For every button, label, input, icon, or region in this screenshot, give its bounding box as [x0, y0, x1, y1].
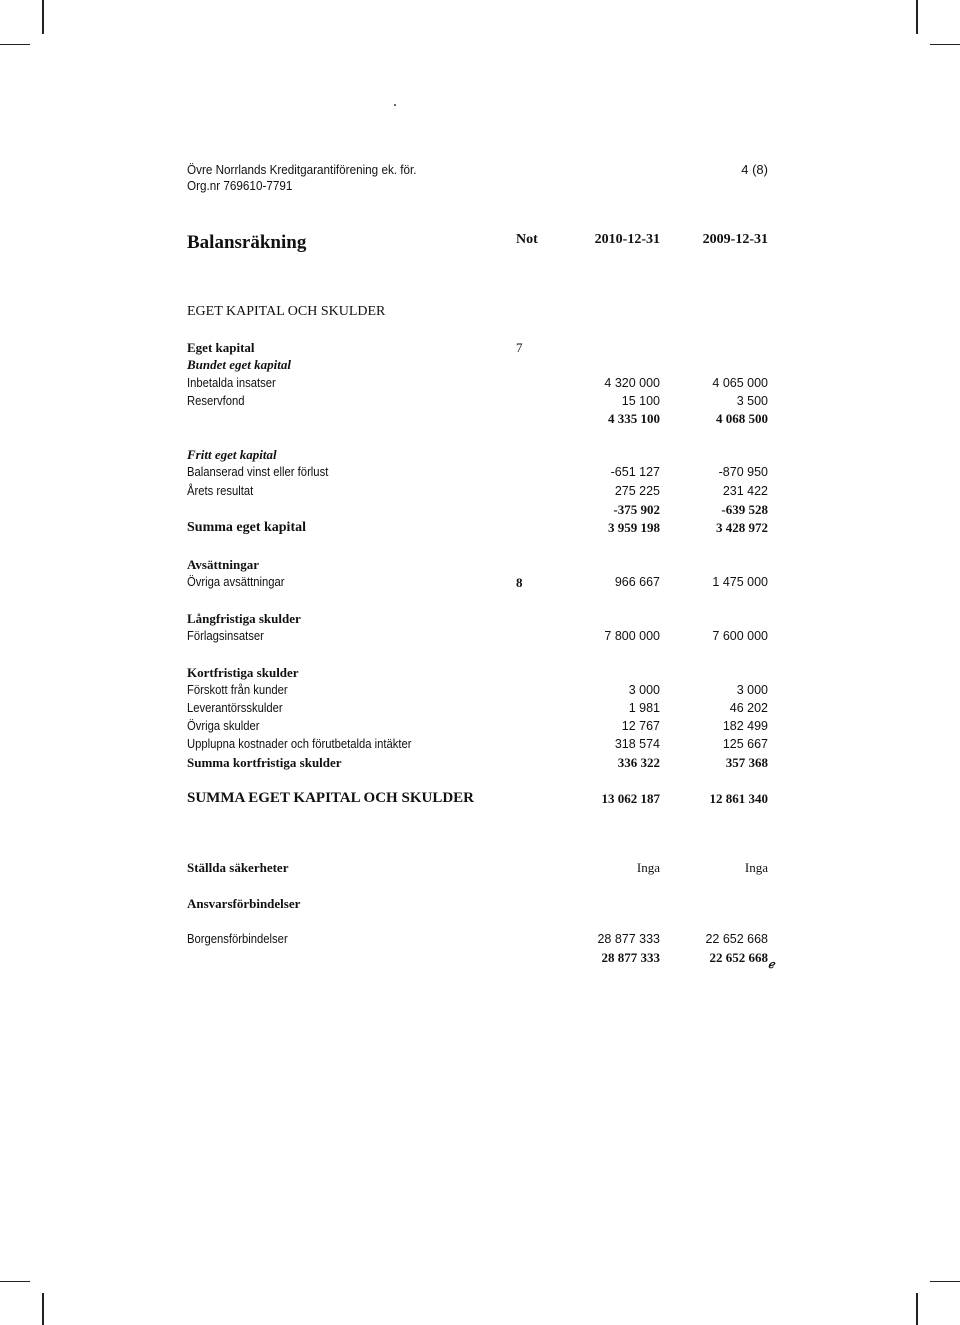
- ansvar-sum-2009: 22 652 668: [709, 950, 768, 965]
- section-title: EGET KAPITAL OCH SKULDER: [187, 304, 386, 319]
- value-2010: 15 100: [621, 394, 660, 408]
- handwritten-mark: ℯ: [768, 959, 775, 971]
- page-number: 4 (8): [741, 162, 768, 177]
- eget-kapital-heading: Eget kapital: [187, 340, 255, 355]
- bundet-sum-2010: 4 335 100: [608, 411, 660, 426]
- row-label-inbetalda: Inbetalda insatser: [187, 376, 276, 390]
- row-label-forlagsinsatser: Förlagsinsatser: [187, 629, 264, 643]
- column-header-not: Not: [516, 232, 538, 247]
- value-2009: 3 500: [736, 394, 768, 408]
- value-2010: 4 320 000: [604, 376, 660, 390]
- summa-eget-kapital-label: Summa eget kapital: [187, 520, 306, 535]
- crop-mark: [930, 1281, 960, 1282]
- langfristiga-heading: Långfristiga skulder: [187, 611, 301, 626]
- value-2009: 1 475 000: [712, 575, 768, 589]
- value-2009: 231 422: [722, 484, 768, 498]
- row-label-arets-resultat: Årets resultat: [187, 484, 254, 498]
- column-header-2010: 2010-12-31: [594, 232, 660, 247]
- crop-mark: [0, 44, 30, 45]
- note-8: 8: [516, 575, 523, 590]
- value-2009: 46 202: [729, 701, 768, 715]
- value-2010: 28 877 333: [597, 932, 660, 946]
- value-2009: 3 000: [736, 683, 768, 697]
- row-label-balanserad: Balanserad vinst eller förlust: [187, 465, 329, 479]
- value-2009: 4 065 000: [712, 376, 768, 390]
- column-header-2009: 2009-12-31: [702, 232, 768, 247]
- ansvar-sum-2010: 28 877 333: [601, 950, 660, 965]
- crop-mark: [916, 0, 918, 34]
- fritt-sum-2010: -375 902: [613, 502, 660, 517]
- row-label-borgensforbindelser: Borgensförbindelser: [187, 932, 288, 946]
- note-7: 7: [516, 340, 523, 355]
- value-2010: 1 981: [628, 701, 660, 715]
- bundet-heading: Bundet eget kapital: [187, 357, 291, 372]
- summa-eget-kapital-2009: 3 428 972: [716, 520, 768, 535]
- crop-mark: [42, 0, 44, 34]
- row-label-ovriga-skulder: Övriga skulder: [187, 719, 260, 733]
- ansvar-heading: Ansvarsförbindelser: [187, 896, 301, 911]
- value-2009: 182 499: [722, 719, 768, 733]
- row-label-leverantorsskulder: Leverantörsskulder: [187, 701, 283, 715]
- fritt-sum-2009: -639 528: [721, 502, 768, 517]
- fritt-heading: Fritt eget kapital: [187, 447, 277, 462]
- kortfristiga-heading: Kortfristiga skulder: [187, 665, 299, 680]
- stallda-label: Ställda säkerheter: [187, 860, 289, 875]
- value-2010: 318 574: [614, 737, 660, 751]
- value-2010: -651 127: [610, 465, 660, 479]
- stallda-2010: Inga: [636, 860, 660, 875]
- avsattningar-heading: Avsättningar: [187, 557, 259, 572]
- crop-mark: [0, 1281, 30, 1282]
- value-2010: 966 667: [614, 575, 660, 589]
- bundet-sum-2009: 4 068 500: [716, 411, 768, 426]
- summa-kortfristiga-2009: 357 368: [725, 755, 768, 770]
- grand-total-2010: 13 062 187: [601, 791, 660, 806]
- crop-mark: [42, 1293, 44, 1325]
- value-2010: 3 000: [628, 683, 660, 697]
- row-label-forskott: Förskott från kunder: [187, 683, 288, 697]
- summa-kortfristiga-2010: 336 322: [617, 755, 660, 770]
- value-2010: 7 800 000: [604, 629, 660, 643]
- summa-kortfristiga-label: Summa kortfristiga skulder: [187, 755, 342, 770]
- summa-eget-kapital-2010: 3 959 198: [608, 520, 660, 535]
- value-2009: 125 667: [722, 737, 768, 751]
- page-title: Balansräkning: [187, 232, 307, 253]
- company-name: Övre Norrlands Kreditgarantiförening ek. för.: [187, 162, 417, 177]
- grand-total-label: SUMMA EGET KAPITAL OCH SKULDER: [187, 790, 474, 806]
- row-label-upplupna: Upplupna kostnader och förutbetalda intäkter: [187, 737, 412, 751]
- row-label-reservfond: Reservfond: [187, 394, 245, 408]
- grand-total-2009: 12 861 340: [709, 791, 768, 806]
- value-2009: 7 600 000: [712, 629, 768, 643]
- value-2010: 275 225: [614, 484, 660, 498]
- stallda-2009: Inga: [744, 860, 768, 875]
- value-2009: -870 950: [718, 465, 768, 479]
- crop-mark: [916, 1293, 918, 1325]
- row-label-ovriga-avsattningar: Övriga avsättningar: [187, 575, 285, 589]
- crop-mark: [930, 44, 960, 45]
- speck: [394, 104, 396, 106]
- org-number: Org.nr 769610-7791: [187, 178, 293, 193]
- value-2010: 12 767: [621, 719, 660, 733]
- value-2009: 22 652 668: [705, 932, 768, 946]
